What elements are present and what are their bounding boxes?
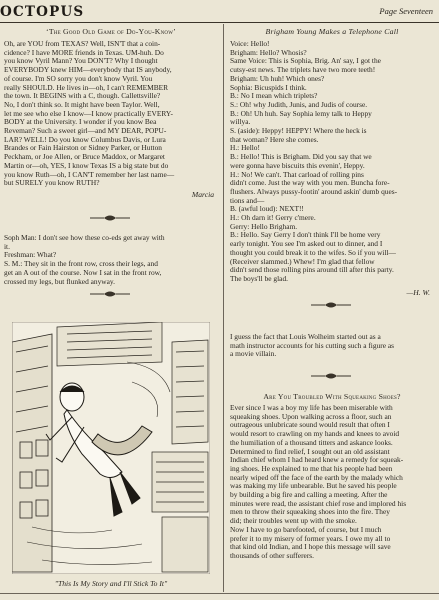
text-line: was making my life unbearable. But he saved his people <box>230 482 397 491</box>
text-line: Determined to find relief, I sought out an old assistant <box>230 447 390 456</box>
text-line: math instructor accounts for his cutting such a figure as <box>230 341 394 350</box>
footer-rule <box>0 593 439 594</box>
text-line: early tonight. You see I'm asked out to dinner, and I <box>230 240 383 249</box>
text-line: flushers. Always pussy-footin' around askin' dumb ques- <box>230 187 398 196</box>
text-line: EVERYBODY knew HIM—everybody that IS anybody, <box>4 66 172 75</box>
left-story2-body <box>4 234 218 286</box>
text-line: No, I don't think so. It might have been Taylor. Well, <box>4 100 160 109</box>
text-line: outrageous unlubricate sound would result that often I <box>230 421 390 430</box>
text-line: Oh, are YOU from TEXAS? Well, ISN'T that a coin- <box>4 40 161 48</box>
text-line: Brandes or Fain Hairston or Sidney Parker, or Hutton <box>4 144 162 153</box>
page-number: Page Seventeen <box>379 6 433 16</box>
text-line: would resort to crawling on my hands and knees to avoid <box>230 430 400 439</box>
text-line: that woman? Here she comes. <box>230 135 319 144</box>
text-line: let me see who else I know—I know practically EVERY- <box>4 109 173 118</box>
text-line: you know Vyril Mann? You DON'T? Why I thought <box>4 57 158 66</box>
text-line: Martin or—oh, YES, I know Texas IS a big state but do <box>4 161 169 170</box>
right-story1-body <box>230 40 434 284</box>
ornament-divider-icon <box>88 214 132 222</box>
ornament-divider-icon <box>309 301 353 309</box>
text-line: didn't come. Just the way with you men. Buncha fore- <box>230 179 390 188</box>
text-line: B.: No I mean which triplets? <box>230 92 318 101</box>
text-line: H.: No! We can't. That carload of rolling pins <box>230 170 364 179</box>
left-story1-signature: Marcia <box>191 190 214 199</box>
text-line: Voice: Hello! <box>230 40 270 48</box>
text-line: didn't send those rolling pins around till after this party. <box>230 266 394 275</box>
text-line: squeaking shoes. Upon walking across a floor, such an <box>230 412 392 421</box>
text-line: the humiliation of a thousand titters and askance looks. <box>230 438 393 447</box>
text-line: prefer it to my misery of former years. I owe my all to <box>230 534 391 543</box>
text-line: The boys'll be glad. <box>230 274 288 283</box>
text-line: Freshman: What? <box>4 251 57 260</box>
text-line: Same Voice: This is Sophia, Brig. An' say, I got the <box>230 57 381 66</box>
text-line: S. (aside): Heppy! HEPPY! Where the heck is <box>230 127 367 136</box>
ornament-divider-icon <box>88 290 132 298</box>
text-line: were gonna have biscuits this evenin', Heppy. <box>230 161 365 170</box>
left-story1-body <box>4 40 218 188</box>
text-line: really SHOULD. He lives in—oh, I can't REMEMBER <box>4 83 169 92</box>
text-line: get an A out of the course. Now I sat in the front row, <box>4 268 162 277</box>
text-line: B.: Hello! This is Brigham. Did you say that we <box>230 153 372 162</box>
text-line: H.: Oh darn it! Gerry c'mere. <box>230 214 316 223</box>
text-line: cutsy-est news. The triplets have two more teeth! <box>230 66 376 75</box>
text-line: tions and— <box>230 196 265 205</box>
text-line: ing shoes. He explained to me that his people had been <box>230 464 393 473</box>
right-story1-title: Brigham Young Makes a Telephone Call <box>265 27 399 36</box>
text-line: but SURELY you know RUTH? <box>4 179 100 188</box>
right-story2-body <box>230 333 434 359</box>
text-line: H.: Hello! <box>230 144 260 153</box>
text-line: it. <box>4 242 10 251</box>
text-line: Sophia: Bicuspids I think. <box>230 83 307 92</box>
text-line: Brigham: Uh huh! Which ones? <box>230 74 325 83</box>
text-line: BODY at the University. I wonder if you know Bea <box>4 118 157 127</box>
header-rule <box>0 22 439 23</box>
text-line: men to throw their squeaking shoes into the fire. They <box>230 508 390 517</box>
text-line: cidence? I have MORE friends in Texas. UM-huh. Do <box>4 48 164 57</box>
text-line: a movie villain. <box>230 350 277 359</box>
text-line: by building a big fire and calling a meeting. After the <box>230 491 388 500</box>
right-story3-title: Are You Troubled With Squeaking Shoes? <box>263 392 401 401</box>
text-line: Now I have to go barefooted, of course, but I much <box>230 525 382 534</box>
text-line: crossed my legs, but flunked anyway. <box>4 277 115 286</box>
text-line: nearly wiped off the face of the earth by the malady which <box>230 473 403 482</box>
text-line: you know Ruth—oh, I CAN'T remember her last name— <box>4 170 175 179</box>
masthead-title: OCTOPUS <box>0 4 85 20</box>
text-line: did; their troubles went up with the smoke. <box>230 517 357 526</box>
left-story1-title: ‘The Good Old Game of Do-You-Know’ <box>46 27 176 36</box>
text-line: B. (awful loud): NEXT!! <box>230 205 304 214</box>
text-line: LAR? WELL! Do you know Columbus Davis, or Lura <box>4 135 166 144</box>
text-line: willya. <box>230 118 251 127</box>
text-line: thought you could break it to the wifes. So if you will— <box>230 248 396 257</box>
text-line: Ever since I was a boy my life has been miserable with <box>230 404 393 412</box>
right-story1-signature: —H. W. <box>406 288 430 297</box>
text-line: that kind old Indian, and I hope this message will save <box>230 543 391 552</box>
cartoon-illustration <box>12 322 210 574</box>
text-line: B.: Oh! Uh huh. Say Sophia lemy talk to Heppy <box>230 109 372 118</box>
text-line: thousands of other sufferers. <box>230 551 315 560</box>
text-line: S.: Oh! why Judith, Junis, and Judis of course. <box>230 100 368 109</box>
text-line: minutes were read, the assistant chief rose and implored his <box>230 499 407 508</box>
text-line: the town. It BEGINS with a C, though. Callettsville? <box>4 92 161 101</box>
text-line: Indian chief whom I had heard knew a remedy for squeak- <box>230 456 404 465</box>
illustration-caption: "This Is My Story and I'll Stick To It" <box>54 579 168 588</box>
text-line: Soph Man: I don't see how these co-eds get away with <box>4 234 165 242</box>
text-line: Peckham, or Joe Allen, or Bruce Maddox, or Margaret <box>4 153 165 162</box>
text-line: Brigham: Hello? Whosis? <box>230 48 307 57</box>
text-line: (Receiver slammed.) Whew! I'm glad that fellow <box>230 257 375 266</box>
text-line: B.: Hello. Say Gerry I don't think I'll be home very <box>230 231 381 240</box>
text-line: I guess the fact that Louis Wolheim started out as a <box>230 333 381 341</box>
text-line: Reveman? Such a sweet girl—and MY DEAR, POPU- <box>4 127 167 136</box>
text-line: S. M.: They sit in the front row, cross their legs, and <box>4 260 158 269</box>
text-line: of course. I'm SO sorry you don't know Vyril. You <box>4 74 153 83</box>
text-line: Gerry: Hello Brigham. <box>230 222 298 231</box>
right-story3-body <box>230 404 434 561</box>
ornament-divider-icon <box>309 372 353 380</box>
column-divider <box>223 24 224 592</box>
